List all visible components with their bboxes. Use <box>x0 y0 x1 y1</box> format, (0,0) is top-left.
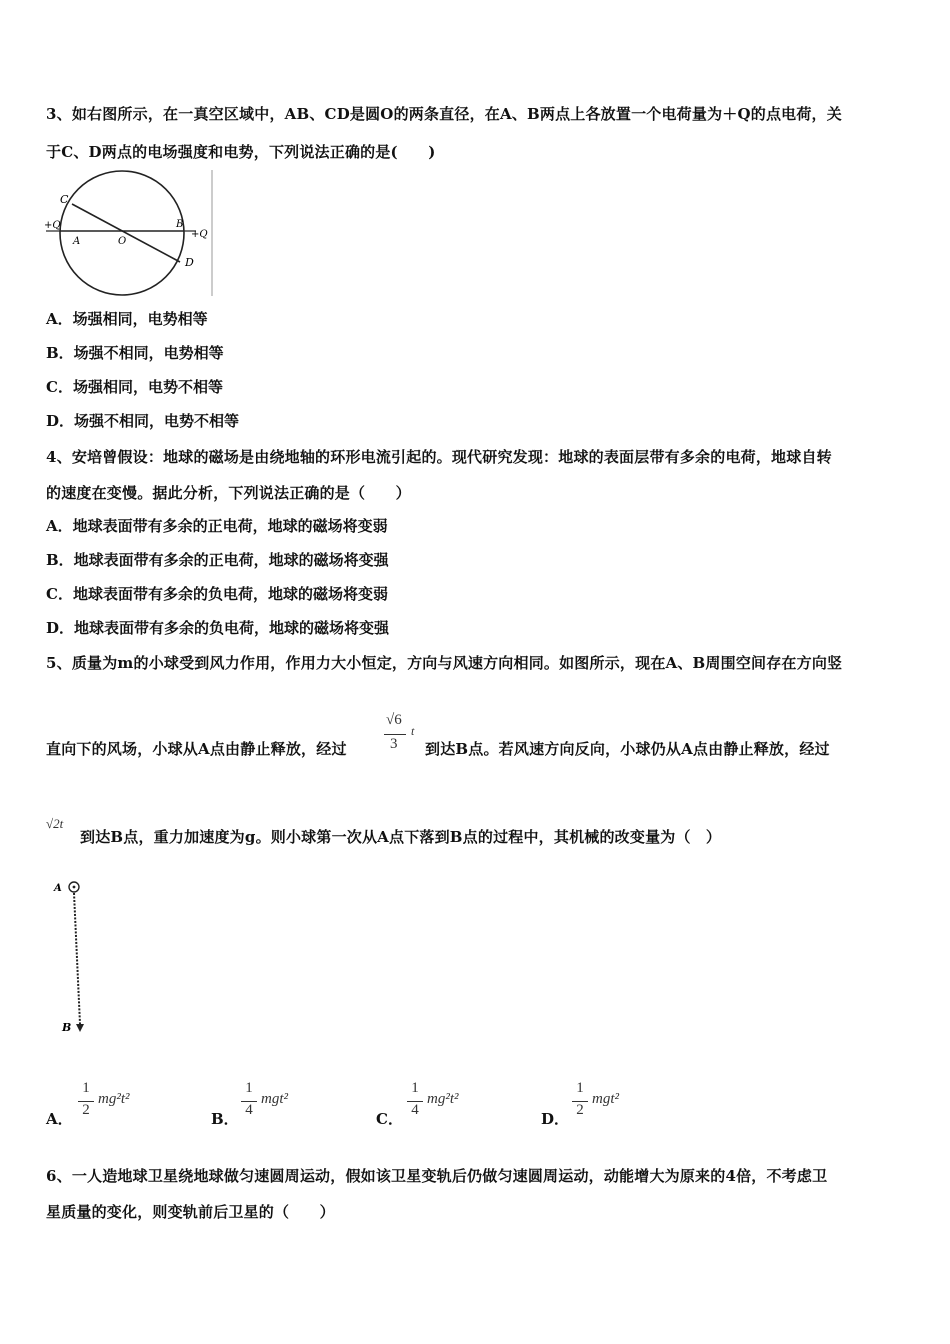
q5-stem-line2b: 到达B点。若风速方向反向，小球仍从A点由静止释放，经过 <box>425 740 830 758</box>
label-B: B <box>62 1021 72 1034</box>
q4-option-b[interactable]: B．地球表面带有多余的正电荷，地球的磁场将变强 <box>46 551 389 569</box>
diameter-CD <box>72 204 180 262</box>
ball-center <box>73 886 76 889</box>
q5-option-c[interactable] <box>376 1080 516 1130</box>
q5-stem-line3: 到达B点，重力加速度为g。则小球第一次从A点下落到B点的过程中，其机械的改变量为（ ） <box>80 828 722 846</box>
q5-stem-line2a: 直向下的风场，小球从A点由静止释放，经过 <box>46 740 347 758</box>
option-label: D． <box>541 1110 570 1128</box>
q3-option-c[interactable]: C．场强相同，电势不相等 <box>46 378 223 396</box>
q5-wind-figure <box>50 876 100 1041</box>
fraction-expression: mgt² <box>592 1091 619 1107</box>
q3-stem-line1: 3、如右图所示，在一真空区域中，AB、CD是圆O的两条直径，在A、B两点上各放置一个电荷量为＋Q的点电荷，关 <box>46 105 842 123</box>
option-label: B． <box>211 1110 239 1128</box>
q4-stem-line2: 的速度在变慢。据此分析，下列说法正确的是（ ） <box>46 484 411 502</box>
label-A: A <box>54 883 62 894</box>
fraction-variable: t <box>411 724 415 738</box>
fall-path <box>74 893 80 1024</box>
fraction-expression: mg²t² <box>427 1091 459 1107</box>
q3-stem-line2: 于C、D两点的电场强度和电势，下列说法正确的是( ) <box>46 143 436 161</box>
q6-stem-line2: 星质量的变化，则变轨前后卫星的（ ） <box>46 1203 335 1221</box>
label-C: C <box>60 193 69 206</box>
fraction-numerator: √6 <box>386 712 402 728</box>
fraction-denominator: 4 <box>411 1102 419 1118</box>
fraction-numerator: 1 <box>82 1080 90 1096</box>
q4-stem-line1: 4、安培曾假设：地球的磁场是由绕地轴的环形电流引起的。现代研究发现：地球的表面层带有多余的电荷，地球自转 <box>46 448 832 466</box>
option-label: A． <box>46 1110 73 1128</box>
q4-option-a[interactable]: A．地球表面带有多余的正电荷，地球的磁场将变弱 <box>46 517 388 535</box>
fraction-denominator: 2 <box>576 1102 584 1118</box>
label-left-Q: +Q <box>44 220 61 231</box>
label-D: D <box>185 256 194 269</box>
q5-sqrt2t: √2t <box>46 816 64 831</box>
q3-option-d[interactable]: D．场强不相同，电势不相等 <box>46 412 240 430</box>
q3-circle-figure <box>40 168 220 298</box>
label-O: O <box>118 236 127 247</box>
fraction-numerator: 1 <box>245 1080 253 1096</box>
fraction-expression: mgt² <box>261 1091 288 1107</box>
q4-option-c[interactable]: C．地球表面带有多余的负电荷，地球的磁场将变弱 <box>46 585 388 603</box>
q6-stem-line1: 6、一人造地球卫星绕地球做匀速圆周运动，假如该卫星变轨后仍做匀速圆周运动，动能增大为原来的4倍，不考虑卫 <box>46 1167 828 1185</box>
q5-option-d[interactable] <box>541 1080 681 1130</box>
q5-stem-line1: 5、质量为m的小球受到风力作用，作用力大小恒定，方向与风速方向相同。如图所示，现在A、B周围空间存在方向竖 <box>46 654 843 672</box>
fraction-numerator: 1 <box>576 1080 584 1096</box>
fraction-numerator: 1 <box>411 1080 419 1096</box>
fraction-denominator: 2 <box>82 1102 90 1118</box>
q4-option-d[interactable]: D．地球表面带有多余的负电荷，地球的磁场将变强 <box>46 619 390 637</box>
fraction-denominator: 4 <box>245 1102 253 1118</box>
q5-fraction-sqrt6-over-3 <box>384 712 424 762</box>
circle-O <box>60 171 184 295</box>
q3-option-a[interactable]: A．场强相同，电势相等 <box>46 310 208 328</box>
option-label: C． <box>376 1110 403 1128</box>
label-right-Q: +Q <box>191 229 208 240</box>
q5-option-b[interactable] <box>211 1080 351 1130</box>
q3-option-b[interactable]: B．场强不相同，电势相等 <box>46 344 224 362</box>
fraction-expression: mg²t² <box>98 1091 130 1107</box>
label-B: B <box>176 219 184 230</box>
arrow-down-icon <box>76 1024 84 1032</box>
fraction-bar <box>384 734 406 735</box>
label-A: A <box>73 236 81 247</box>
q5-option-a[interactable] <box>46 1080 186 1130</box>
fraction-denominator: 3 <box>390 736 398 752</box>
